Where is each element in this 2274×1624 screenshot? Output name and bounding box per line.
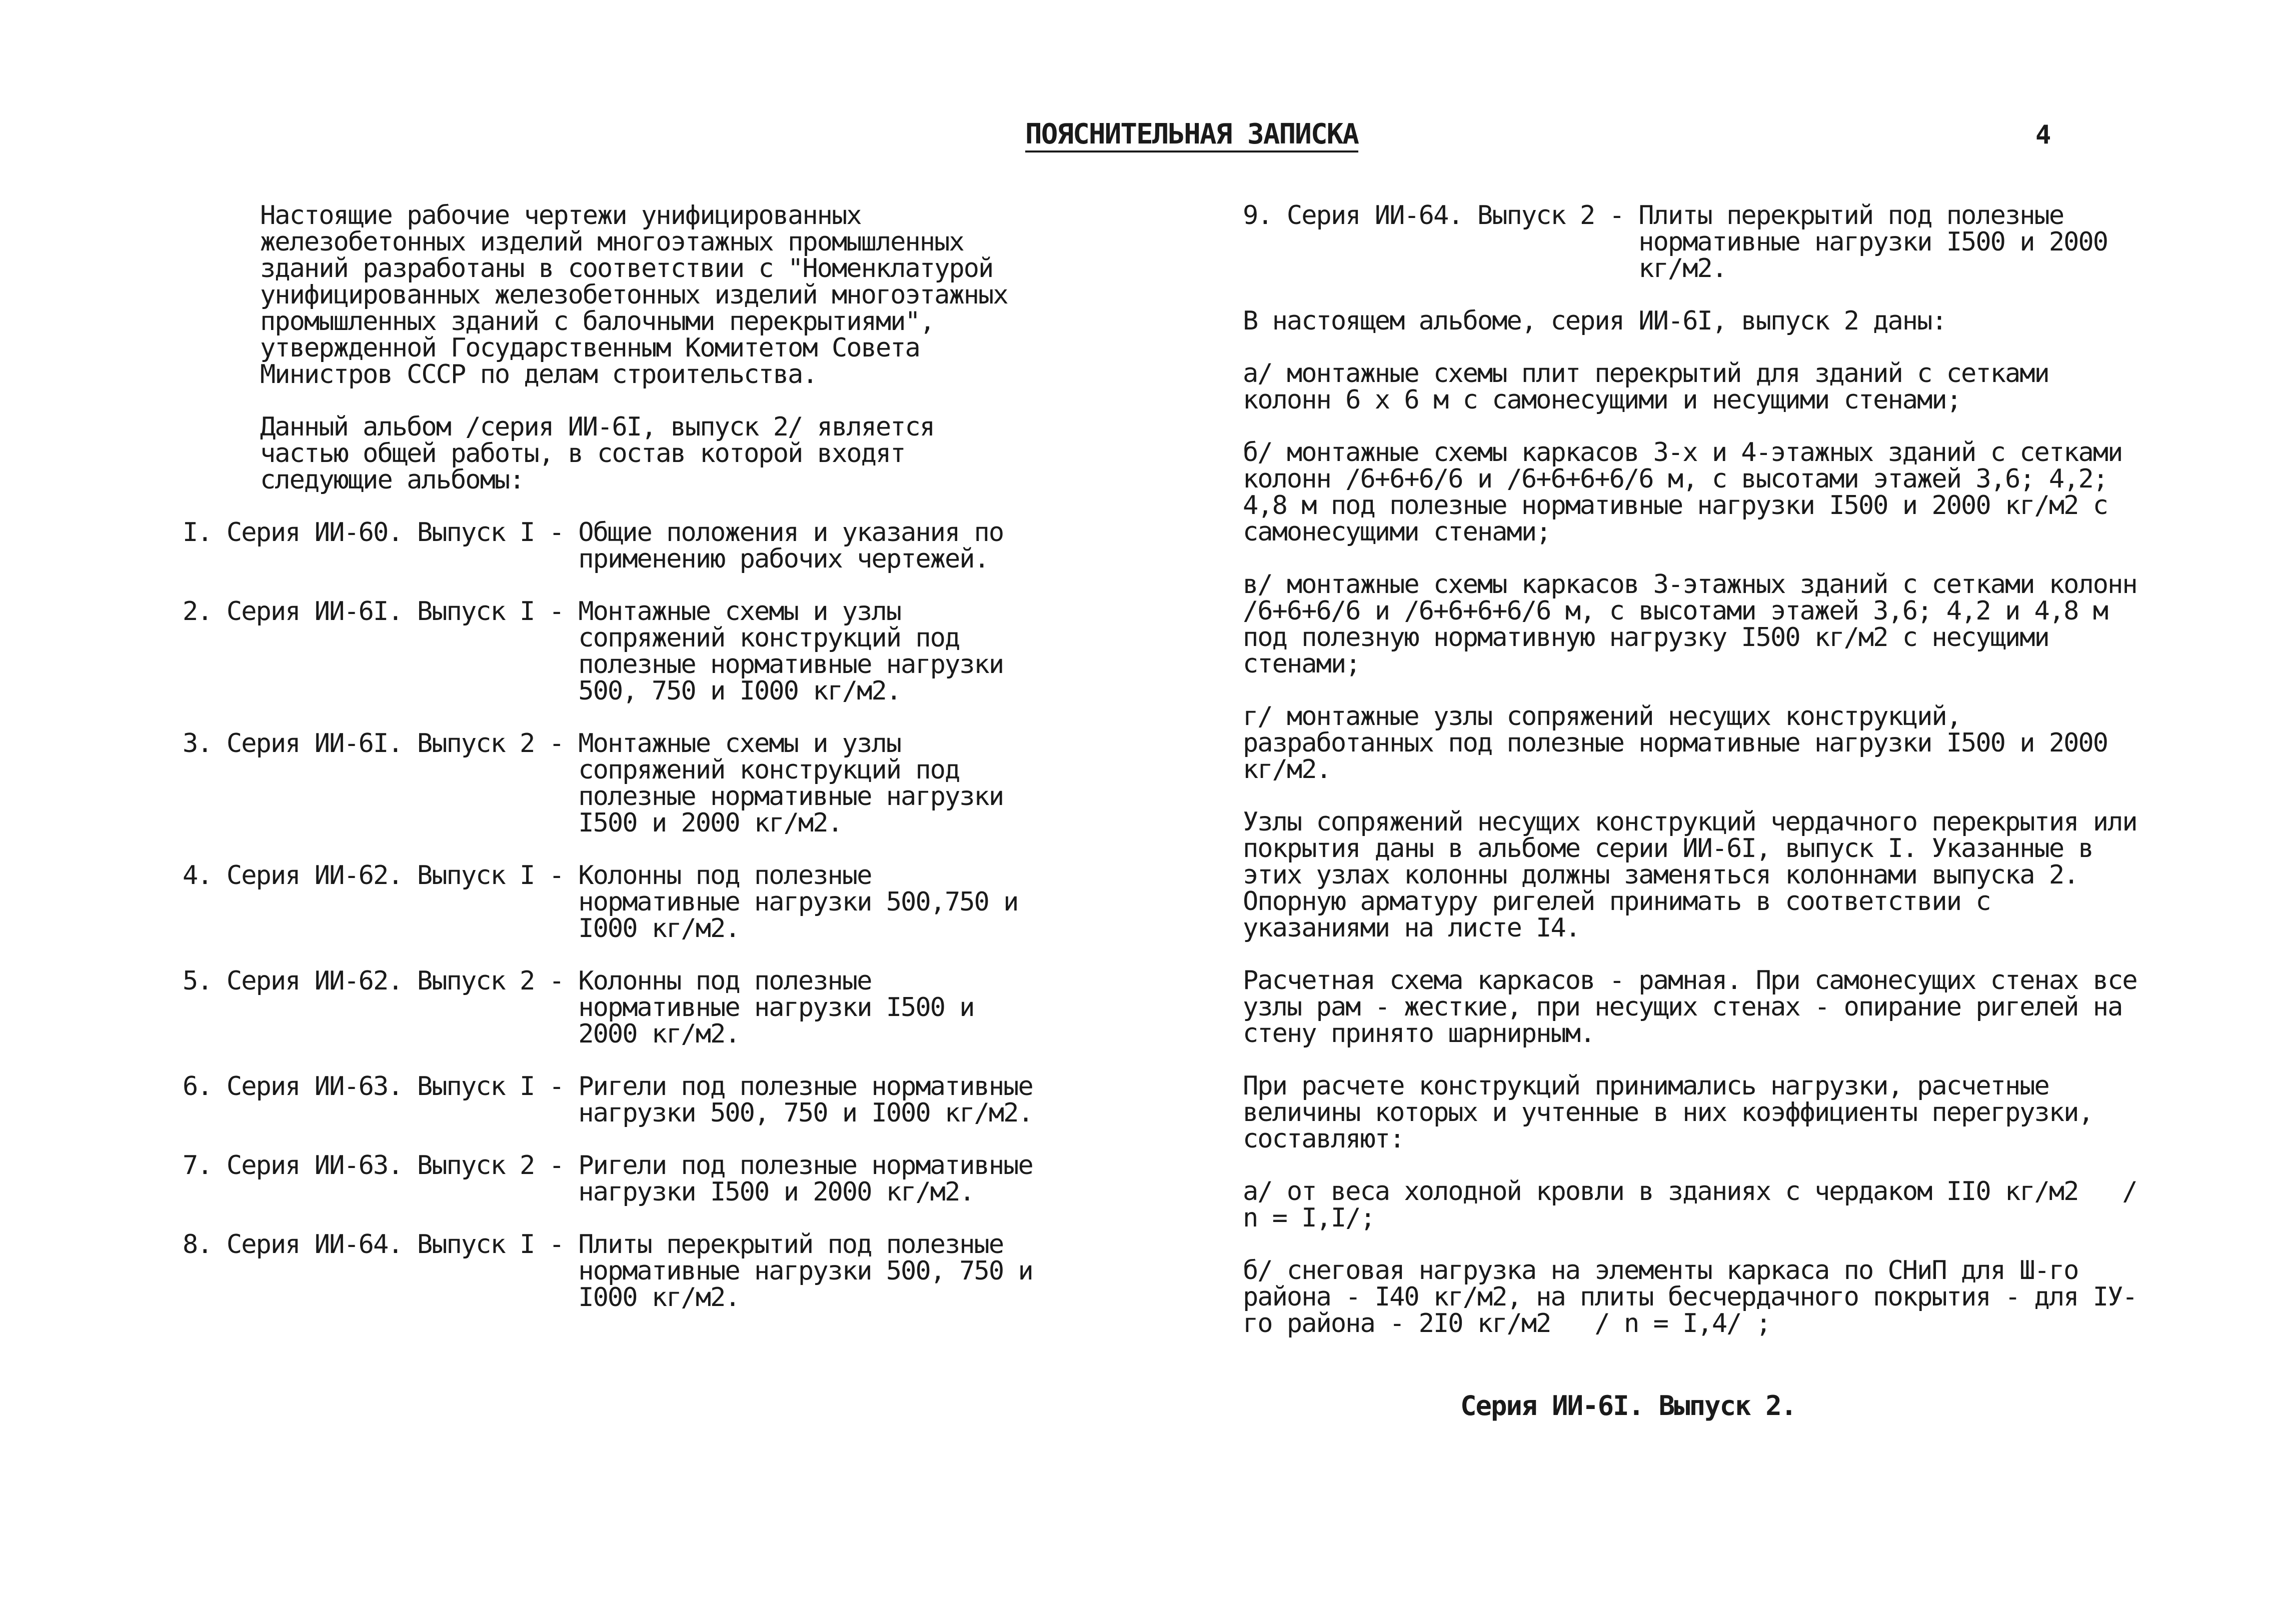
series-head: 6. Серия ИИ-63. Выпуск I -	[183, 1072, 579, 1102]
contents-item-v: в/ монтажные схемы каркасов 3-этажных зданий с сетками колонн /6+6+6/6 и /6+6+6+6/6 м, с высотами этажей 3,6; 4,2 и 4,8 м под полезную нормативную нагрузку I500 кг/м2 с несущими стенами;	[1243, 570, 2152, 679]
contents-item-a: а/ монтажные схемы плит перекрытий для зданий с сетками колонн 6 х 6 м с самонесущими и несущими стенами;	[1243, 358, 2064, 415]
series-head: 9. Серия ИИ-64. Выпуск 2 -	[1243, 200, 1639, 230]
series-body: Монтажные схемы и узлы сопряжений конструкций под полезные нормативные нагрузки 500, 750 и I000 кг/м2.	[578, 596, 1018, 706]
series-head: 7. Серия ИИ-63. Выпуск 2 -	[183, 1150, 579, 1180]
series-list-item	[183, 1230, 1048, 1312]
contents-item-b: б/ монтажные схемы каркасов 3-х и 4-этажных зданий с сетками колонн /6+6+6/6 и /6+6+6+6/6 м, с высотами этажей 3,6; 4,2; 4,8 м под полезные нормативные нагрузки I500 и 2000 кг/м2 с самонесущими стенами;	[1243, 438, 2137, 547]
left-column	[183, 200, 1048, 1337]
series-head: 3. Серия ИИ-6I. Выпуск 2 -	[183, 728, 579, 758]
series-body: Плиты перекрытий под полезные нормативные нагрузки I500 и 2000 кг/м2.	[1638, 200, 2122, 284]
series-body: Общие положения и указания по применению рабочих чертежей.	[578, 518, 1018, 574]
series-list-item	[183, 1150, 1048, 1207]
series-list-item	[183, 598, 1033, 704]
series-body: Монтажные схемы и узлы сопряжений конструкций под полезные нормативные нагрузки I500 и 2000 кг/м2.	[578, 728, 1018, 838]
album-note-paragraph: Данный альбом /серия ИИ-6I, выпуск 2/ является частью общей работы, в состав которой входят следующие альбомы:	[260, 412, 949, 495]
series-list-item	[183, 1072, 1048, 1128]
series-body: Колонны под полезные нормативные нагрузки 500,750 и I000 кг/м2.	[578, 860, 1033, 944]
series-head: I. Серия ИИ-60. Выпуск I -	[183, 518, 579, 548]
footer-series-label: Серия ИИ-6I. Выпуск 2.	[1460, 1390, 1796, 1422]
loads-intro-paragraph: При расчете конструкций принимались нагрузки, расчетные величины которых и учтенные в них коэффициенты перегрузки, составляют:	[1243, 1071, 2108, 1154]
joints-note-paragraph: Узлы сопряжений несущих конструкций чердачного перекрытия или покрытия даны в альбоме серии ИИ-6I, выпуск I. Указанные в этих узлах колонны должны заменяться колоннами выпуска 2. Опорную арматуру ригелей принимать в соответствии с указаниями на листе I4.	[1243, 807, 2152, 943]
frame-note-paragraph: Расчетная схема каркасов - рамная. При самонесущих стенах все узлы рам - жесткие, при несущих стенах - опирание ригелей на стену принято шарнирным.	[1243, 966, 2152, 1048]
load-item-b: б/ снеговая нагрузка на элементы каркаса по СНиП для Ш-го района - I40 кг/м2, на плиты бесчердачного покрытия - для IУ-го района - 2I0 кг/м2 / n = I,4/ ;	[1243, 1256, 2137, 1338]
series-body: Ригели под полезные нормативные нагрузки I500 и 2000 кг/м2.	[578, 1150, 1048, 1207]
series-head: 2. Серия ИИ-6I. Выпуск I -	[183, 596, 579, 626]
series-list-item	[183, 862, 1033, 942]
series-head: 4. Серия ИИ-62. Выпуск I -	[183, 860, 579, 890]
right-column	[1165, 200, 2152, 1363]
album-contents-intro: В настоящем альбоме, серия ИИ-6I, выпуск 2 даны:	[1243, 306, 1946, 336]
series-body: Колонны под полезные нормативные нагрузки I500 и 2000 кг/м2.	[578, 966, 989, 1049]
contents-item-g: г/ монтажные узлы сопряжений несущих конструкций, разработанных под полезные нормативные нагрузки I500 и 2000 кг/м2.	[1243, 702, 2122, 784]
series-list-item	[183, 968, 1033, 1048]
page-number: 4	[2035, 120, 2051, 150]
series-head: 8. Серия ИИ-64. Выпуск I -	[183, 1230, 579, 1260]
intro-paragraph: Настоящие рабочие чертежи унифицированных железобетонных изделий многоэтажных промышленных зданий разработаны в соответствии с "Номенклатурой унифицированных железобетонных изделий многоэтажных промышленных зданий с балочными перекрытиями", утвержденной Государственным Комитетом Совета Министров СССР по делам строительства.	[260, 200, 1022, 390]
series-list-item	[183, 520, 1033, 572]
series-list-item	[1165, 202, 2140, 282]
series-body: Ригели под полезные нормативные нагрузки 500, 750 и I000 кг/м2.	[578, 1072, 1048, 1128]
series-list-item	[183, 730, 1033, 836]
page-title: ПОЯСНИТЕЛЬНАЯ ЗАПИСКА	[1025, 118, 1359, 150]
series-body: Плиты перекрытий под полезные нормативные нагрузки 500, 750 и I000 кг/м2.	[578, 1230, 1048, 1312]
series-head: 5. Серия ИИ-62. Выпуск 2 -	[183, 966, 579, 996]
load-item-a: а/ от веса холодной кровли в зданиях с чердаком II0 кг/м2 / n = I,I/;	[1243, 1176, 2152, 1233]
